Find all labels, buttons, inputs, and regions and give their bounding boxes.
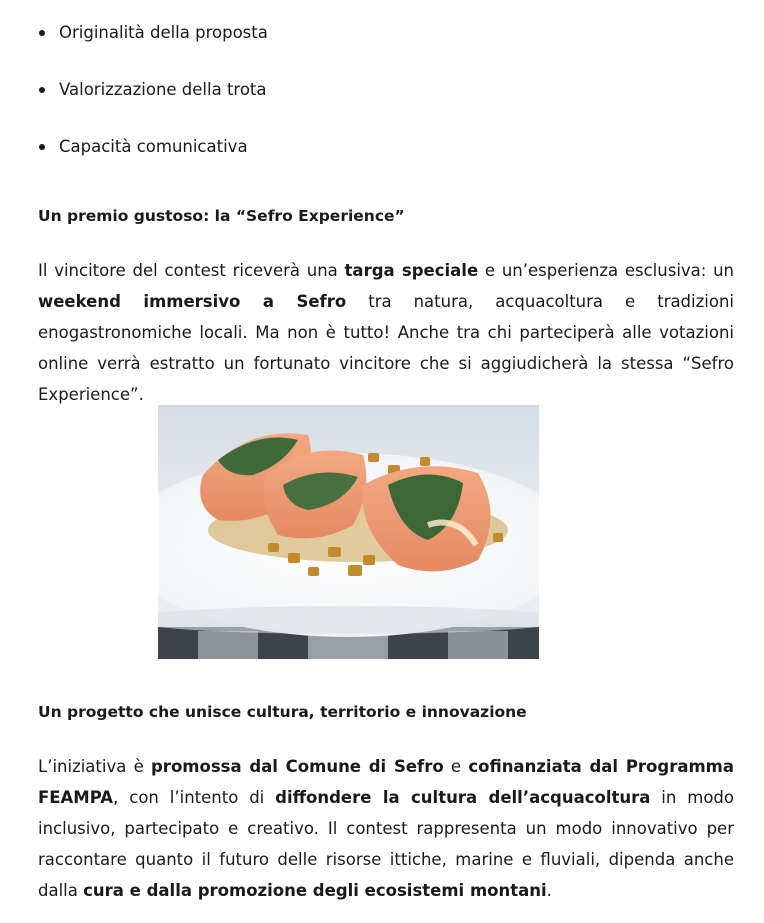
list-item — [38, 134, 268, 160]
paragraph-prize — [38, 255, 734, 410]
bullet-icon — [39, 87, 45, 93]
text-run: in modo inclusivo, partecipato e creativo. Il contest rappresenta un modo innovativo per raccontare quanto il futuro delle risorse ittiche, marine e fluviali, dipenda anche dalla — [38, 788, 734, 900]
bold-text: diffondere la cultura dell’acquacoltura — [275, 788, 651, 807]
section-heading-prize: Un premio gustoso: la “Sefro Experience” — [38, 207, 405, 225]
bullet-icon — [39, 30, 45, 36]
text-run: L’iniziativa è — [38, 757, 151, 776]
list-item — [38, 20, 268, 46]
criteria-list — [38, 20, 268, 191]
text-run: , con l’intento di — [113, 788, 276, 807]
list-item — [38, 77, 268, 103]
bold-text: promossa dal Comune di Sefro — [151, 757, 444, 776]
bold-text: targa speciale — [344, 261, 479, 280]
trout-dish-image — [158, 405, 539, 659]
paragraph-project — [38, 751, 734, 906]
text-run: tra natura, acquacoltura e tradizioni enogastronomiche locali. Ma non è tutto! Anche tra chi parteciperà alle votazioni online verrà estratto un fortunato vincitore che si aggiudicherà la stessa “Sefro Experience”. — [38, 292, 734, 404]
text-run: e un’esperienza esclusiva: un — [478, 261, 735, 280]
section-heading-project: Un progetto che unisce cultura, territorio e innovazione — [38, 703, 527, 721]
dish-photo — [158, 405, 539, 659]
bold-text: weekend immersivo a Sefro — [38, 292, 347, 311]
list-item-text: Valorizzazione della trota — [59, 80, 267, 99]
list-item-text: Originalità della proposta — [59, 23, 268, 42]
bold-text: cofinanziata dal Programma FEAMPA — [38, 757, 734, 807]
bullet-icon — [39, 144, 45, 150]
text-run: e — [443, 757, 469, 776]
list-item-text: Capacità comunicativa — [59, 137, 248, 156]
bold-text: cura e dalla promozione degli ecosistemi montani — [83, 881, 547, 900]
text-run: . — [546, 881, 552, 900]
text-run: Il vincitore del contest riceverà una — [38, 261, 345, 280]
